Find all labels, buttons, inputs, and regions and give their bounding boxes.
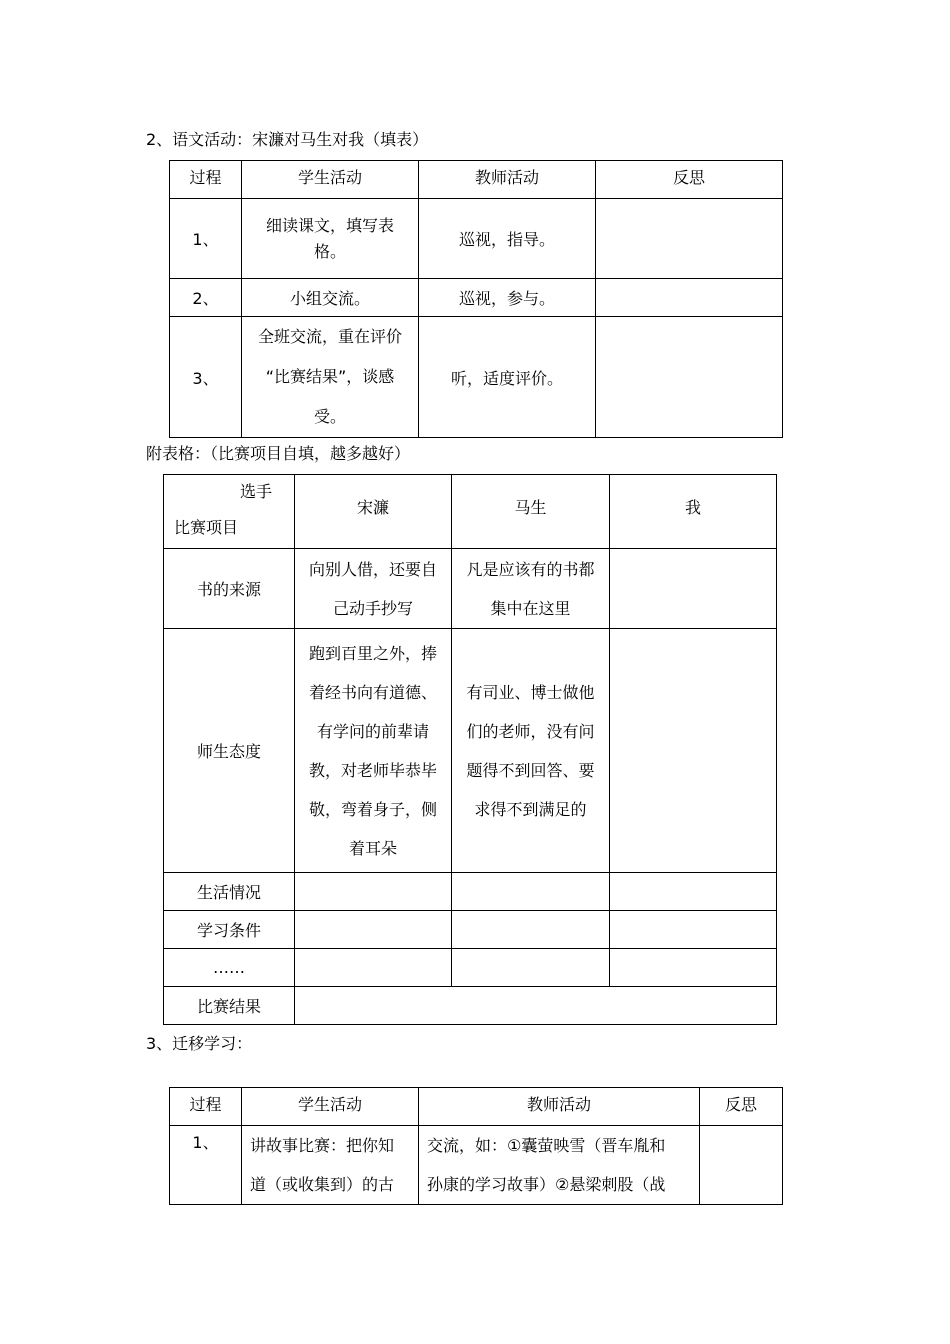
reflection-cell[interactable] xyxy=(700,1126,783,1205)
step-cell: 3、 xyxy=(170,317,242,438)
item-label-cell: 书的来源 xyxy=(164,549,295,629)
header-reflection: 反思 xyxy=(700,1088,783,1126)
table-row xyxy=(164,987,777,1025)
result-value-cell[interactable] xyxy=(295,987,777,1025)
column-header-me: 我 xyxy=(610,475,777,549)
masheng-cell: 有司业、博士做他 们的老师，没有问 题得不到回答、要 求得不到满足的 xyxy=(452,629,610,873)
masheng-cell: 凡是应该有的书都 集中在这里 xyxy=(452,549,610,629)
header-student-activity: 学生活动 xyxy=(242,1088,419,1126)
masheng-cell[interactable] xyxy=(452,949,610,987)
student-activity-cell: 小组交流。 xyxy=(242,279,419,317)
student-activity-cell: 全班交流，重在评价 “比赛结果”，谈感 受。 xyxy=(242,317,419,438)
step-cell: 2、 xyxy=(170,279,242,317)
step-cell: 1、 xyxy=(170,199,242,279)
table-row xyxy=(164,949,777,987)
header-reflection: 反思 xyxy=(596,161,783,199)
item-label-cell: …… xyxy=(164,949,295,987)
item-label-cell: 师生态度 xyxy=(164,629,295,873)
me-cell[interactable] xyxy=(610,949,777,987)
teacher-activity-cell: 巡视，参与。 xyxy=(419,279,596,317)
section2-heading: 2、语文活动：宋濂对马生对我（填表） xyxy=(146,130,429,149)
header-process: 过程 xyxy=(170,161,242,199)
corner-top-label: 选手 xyxy=(240,482,273,501)
reflection-cell[interactable] xyxy=(596,199,783,279)
appendix-heading: 附表格：（比赛项目自填，越多越好） xyxy=(146,444,411,463)
item-label-cell: 学习条件 xyxy=(164,911,295,949)
table-row xyxy=(170,199,783,279)
masheng-cell[interactable] xyxy=(452,873,610,911)
column-header-songlian: 宋濂 xyxy=(295,475,452,549)
teacher-activity-cell: 听，适度评价。 xyxy=(419,317,596,438)
table-row xyxy=(164,549,777,629)
songlian-cell[interactable] xyxy=(295,911,452,949)
result-label-cell: 比赛结果 xyxy=(164,987,295,1025)
reflection-cell[interactable] xyxy=(596,317,783,438)
item-label-cell: 生活情况 xyxy=(164,873,295,911)
table-row xyxy=(164,911,777,949)
activity-table xyxy=(169,160,783,438)
corner-header-cell xyxy=(164,475,295,549)
me-cell[interactable] xyxy=(610,873,777,911)
reflection-cell[interactable] xyxy=(596,279,783,317)
table-row xyxy=(164,873,777,911)
table-row xyxy=(170,279,783,317)
table-row xyxy=(170,1126,783,1205)
comparison-table xyxy=(163,474,777,1025)
header-teacher-activity: 教师活动 xyxy=(419,161,596,199)
transfer-table xyxy=(169,1087,783,1205)
step-cell: 1、 xyxy=(170,1126,242,1205)
songlian-cell[interactable] xyxy=(295,949,452,987)
masheng-cell[interactable] xyxy=(452,911,610,949)
column-header-masheng: 马生 xyxy=(452,475,610,549)
table-row xyxy=(170,317,783,438)
me-cell[interactable] xyxy=(610,629,777,873)
songlian-cell[interactable] xyxy=(295,873,452,911)
corner-bottom-label: 比赛项目 xyxy=(174,518,239,537)
teacher-activity-cell: 交流，如：①囊萤映雪（晋车胤和 孙康的学习故事）②悬梁刺股（战 xyxy=(419,1126,700,1205)
table-row xyxy=(164,629,777,873)
header-process: 过程 xyxy=(170,1088,242,1126)
me-cell[interactable] xyxy=(610,911,777,949)
section3-heading: 3、迁移学习： xyxy=(146,1034,253,1053)
student-activity-cell: 细读课文，填写表 格。 xyxy=(242,199,419,279)
student-activity-cell: 讲故事比赛：把你知 道（或收集到）的古 xyxy=(242,1126,419,1205)
songlian-cell: 跑到百里之外，捧 着经书向有道德、 有学问的前辈请 教，对老师毕恭毕 敬，弯着身子，侧 着耳朵 xyxy=(295,629,452,873)
teacher-activity-cell: 巡视，指导。 xyxy=(419,199,596,279)
me-cell[interactable] xyxy=(610,549,777,629)
songlian-cell: 向别人借，还要自 己动手抄写 xyxy=(295,549,452,629)
header-student-activity: 学生活动 xyxy=(242,161,419,199)
header-teacher-activity: 教师活动 xyxy=(419,1088,700,1126)
